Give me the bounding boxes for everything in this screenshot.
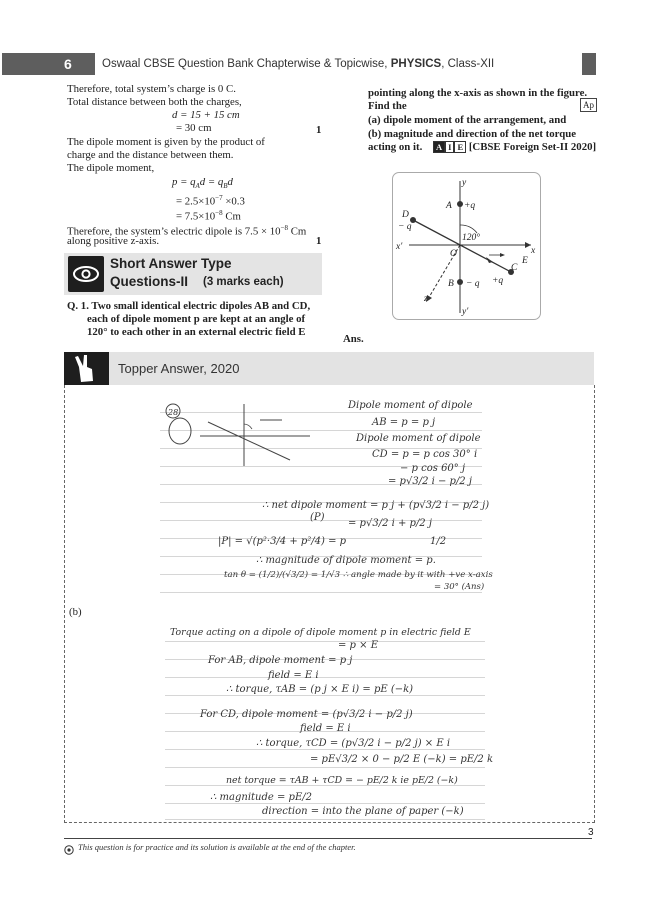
handwritten-line: Torque acting on a dipole of dipole moment p in electric field E [170, 627, 471, 638]
victory-hand-icon [64, 352, 109, 385]
tag-e: E [454, 141, 466, 153]
handwritten-line: ∴ torque, τCD = (p√3/2 i − p/2 j) × E i [256, 738, 451, 749]
handwritten-line: − p cos 60° j [400, 463, 466, 474]
label-c-q: +q [492, 276, 504, 286]
label-x: x [531, 246, 536, 256]
handwritten-line: For AB, dipole moment = p j [208, 655, 353, 666]
page-number: 6 [2, 53, 95, 75]
info-icon [64, 842, 74, 860]
label-a: A [446, 201, 452, 211]
handwritten-line: tan θ = (1/2)/(√3/2) = 1/√3 ∴ angle made by it with +ve x-axis [224, 570, 493, 580]
handwritten-line: = pE√3/2 × 0 − p/2 E (−k) = pE/2 k [310, 754, 493, 765]
handwritten-line: field = E i [300, 723, 351, 734]
dipole-figure [392, 172, 541, 320]
header-subject: PHYSICS [390, 58, 442, 70]
handwritten-line: = p × E [338, 640, 378, 651]
handwritten-line: ∴ net dipole moment = p j + (p√3/2 i − p/2 j) [262, 500, 490, 511]
handwritten-line: Dipole moment of dipole [348, 400, 473, 411]
question-source: [CBSE Foreign Set-II 2020] [468, 141, 597, 153]
text-line: Therefore, total system’s charge is 0 C. [67, 83, 236, 95]
handwritten-line: ∴ torque, τAB = (p j × E i) = pE (−k) [226, 684, 414, 695]
part-b-label: (b) [69, 606, 82, 618]
tag-i: I [445, 141, 454, 153]
handwritten-line: AB = p = p j [372, 417, 436, 428]
handwritten-line: = 30° (Ans) [434, 582, 485, 592]
equation: = $7.5\times 10^{-8}$ Cm [176, 209, 241, 223]
question-line: Find the [368, 100, 407, 112]
label-origin: O [450, 249, 457, 259]
handwritten-line: Dipole moment of dipole [356, 433, 481, 444]
topper-title: Topper Answer, 2020 [118, 361, 240, 376]
eye-icon [68, 256, 104, 292]
label-angle: 120° [462, 233, 481, 243]
footer-note: This question is for practice and its solution is available at the end of the chapter. [78, 842, 356, 852]
handwritten-line: = p√3/2 i − p/2 j [388, 476, 472, 487]
equation: = $2.5\times 10^{-7} \times 0.3$ [176, 194, 245, 208]
handwritten-line: (P) [310, 512, 325, 523]
question-line: Q. 1. Two small identical electric dipoles AB and CD, [67, 300, 311, 312]
handwritten-line: ∴ magnitude = pE/2 [210, 792, 312, 803]
handwritten-line: field = E i [268, 670, 319, 681]
handwritten-sketch [160, 396, 330, 486]
question-line: (b) magnitude and direction of the net torque [368, 128, 577, 140]
handwritten-line: 1/2 [430, 536, 447, 547]
text-line: Therefore, the system’s electric dipole is $7.5 \times 10^{-8}$ Cm [67, 224, 307, 238]
handwritten-line: CD = p = p cos 30° i [372, 449, 478, 460]
page-count: 3 [588, 827, 594, 838]
label-z: z [424, 294, 428, 304]
handwritten-line: net torque = τAB + τCD = − pE/2 k ie pE/2 (−k) [226, 775, 458, 786]
label-b: B [448, 279, 454, 289]
section-title-2: Questions-II [110, 274, 189, 289]
running-header: Oswaal CBSE Question Bank Chapterwise & Topicwise, PHYSICS, Class-XII [102, 58, 495, 70]
handwritten-line: ∴ magnitude of dipole moment = p. [256, 555, 436, 566]
equation: d = 15 + 15 cm [172, 109, 240, 121]
label-a-q: +q [464, 201, 476, 211]
label-d: D [402, 210, 409, 220]
label-y-neg: y′ [462, 307, 469, 317]
label-e-field: E [522, 256, 528, 266]
label-x-neg: x′ [396, 242, 403, 252]
equation: $p = q_Ad = q_Bd$ [172, 176, 233, 191]
mark: 1 [316, 124, 322, 136]
label-d-q: − q [398, 222, 412, 232]
text-line: Total distance between both the charges, [67, 96, 242, 108]
label-b-q: − q [466, 279, 480, 289]
handwritten-line: = p√3/2 i + p/2 j [348, 518, 432, 529]
score-mark: 28 [168, 408, 179, 417]
answer-label: Ans. [343, 333, 364, 345]
tag-ap: Ap [580, 98, 597, 112]
label-y: y [462, 178, 467, 188]
text-line: along positive z-axis. [67, 235, 160, 247]
question-line: acting on it. A I E [CBSE Foreign Set-II 2020] [368, 141, 597, 153]
label-c: C [511, 263, 518, 273]
text-line: The dipole moment is given by the product of [67, 136, 265, 148]
question-line: each of dipole moment p are kept at an angle of [87, 313, 306, 325]
handwritten-line: direction = into the plane of paper (−k) [262, 806, 464, 817]
equation: = 30 cm [176, 122, 212, 134]
text-line: The dipole moment, [67, 162, 155, 174]
footer-rule [64, 838, 592, 839]
mark: 1 [316, 235, 322, 247]
section-title: Short Answer Type [110, 256, 232, 271]
handwritten-line: |P| = √(p²·3/4 + p²/4) = p [218, 536, 347, 547]
question-line: (a) dipole moment of the arrangement, and [368, 114, 567, 126]
handwritten-line: For CD, dipole moment = (p√3/2 i − p/2 j) [200, 709, 413, 720]
header-bar [582, 53, 596, 75]
tag-a: A [433, 141, 445, 153]
question-number: Q. 1. [67, 300, 89, 312]
question-line: 120° to each other in an external electric field E [87, 326, 306, 338]
text-line: charge and the distance between them. [67, 149, 234, 161]
question-line: pointing along the x-axis as shown in the figure. [368, 87, 588, 99]
section-marks: (3 marks each) [203, 276, 284, 288]
